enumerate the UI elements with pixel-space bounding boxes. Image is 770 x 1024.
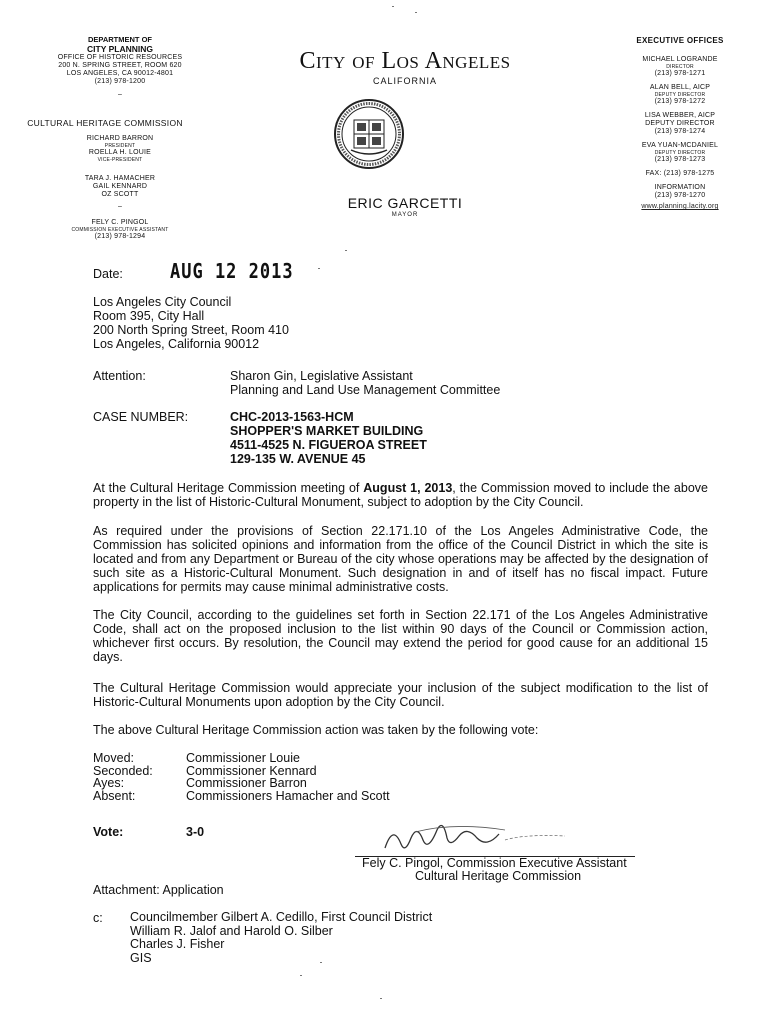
attention-line: Planning and Land Use Management Committee [230,383,501,397]
executive-offices-block [615,36,745,211]
vote-total-value: 3-0 [186,825,205,839]
paragraph-provisions: As required under the provisions of Section 22.171.10 of the Los Angeles Administrative Code, the Commission has solicited opinions and information from the office of the Council District in which the site is located and from any Department or Bureau of the city whose operations may be affected by the designation of such site as a Historic-Cultural Monument. Such designation in and of itself has no fiscal impact. Future applications for permits may cause minimal administrative costs. [93,524,708,594]
paragraph-vote-intro: The above Cultural Heritage Commission action was taken by the following vote: [93,723,539,737]
vote-label: Seconded: [93,763,153,778]
vote-label: Ayes: [93,776,125,790]
member-name: TARA J. HAMACHER [84,175,156,182]
recipient-line: Los Angeles, California 90012 [93,337,260,351]
attachment-note: Attachment: Application [93,883,224,897]
vote-label: Absent: [93,788,136,803]
executive-offices-title: EXECUTIVE OFFICES [636,36,724,45]
paragraph-guidelines: The City Council, according to the guidelines set forth in Section 22.171 of the Los Angeles Administrative Code, shall act on the proposed inclusion to the list within 90 days of the Council or Commission action, whichever first occurs. By resolution, the Council may extend the period for good cause for an additional 15 days. [93,608,708,664]
scan-speck [320,962,322,963]
vote-value: Commissioner Barron [186,776,307,790]
department-block [40,35,200,99]
website-link[interactable]: www.planning.lacity.org [641,203,719,210]
information-label: INFORMATION [654,184,706,191]
paragraph-text: , the Commission moved to include the above property in the list of Historic-Cultural Monument, subject to adoption by the City Council. [93,481,708,509]
vote-total-label: Vote: [93,825,124,839]
recipient-line: Los Angeles City Council [93,295,232,309]
assistant-role: COMMISSION EXECUTIVE ASSISTANT [71,227,169,233]
cc-recipient: Charles J. Fisher [130,937,225,951]
scan-speck [415,12,417,13]
staff-name: MICHAEL LOGRANDE [642,56,718,63]
member-name: OZ SCOTT [101,191,139,198]
mayor-name: ERIC GARCETTI [347,195,463,211]
paragraph-text: At the Cultural Heritage Commission meeting of [93,481,364,495]
staff-role: DEPUTY DIRECTOR [645,120,715,127]
member-name: RICHARD BARRON [86,135,154,142]
vote-value: Commissioner Louie [186,751,300,765]
signer-organization: Cultural Heritage Commission [415,869,582,883]
cc-label: c: [93,911,103,925]
staff-role: DEPUTY DIRECTOR [654,92,706,98]
recipient-line: Room 395, City Hall [93,309,205,323]
assistant-phone: (213) 978-1294 [94,233,146,240]
scan-speck [392,6,394,7]
scan-speck [380,998,382,999]
staff-name: ALAN BELL, AICP [649,84,711,91]
staff-phone: (213) 978-1271 [654,70,706,77]
assistant-name: FELY C. PINGOL [91,219,149,226]
paragraph-meeting [93,481,708,509]
office-line-4: (213) 978-1200 [94,78,146,85]
member-name: GAIL KENNARD [92,183,148,190]
meeting-date: August 1, 2013 [363,481,453,495]
case-address-line: 129-135 W. AVENUE 45 [230,452,366,466]
department-line-2: CITY PLANNING [87,44,153,54]
cc-list [130,911,432,965]
mayor-title: MAYOR [391,212,419,218]
staff-role: DEPUTY DIRECTOR [654,150,706,156]
case-block [230,410,427,466]
case-number-label: CASE NUMBER: [93,410,189,424]
case-address-line: 4511-4525 N. FIGUEROA STREET [230,438,427,452]
vote-value: Commissioners Hamacher and Scott [186,788,390,803]
date-stamp: AUG 12 2013 [170,260,294,284]
office-line-3: LOS ANGELES, CA 90012-4801 [66,70,174,77]
signer-name: Fely C. Pingol, Commission Executive Assistant [362,856,627,870]
attention-block [230,369,500,397]
attention-line: Sharon Gin, Legislative Assistant [230,369,413,383]
recipient-address [93,295,289,351]
vote-label: Moved: [93,751,134,765]
paragraph-appreciation: The Cultural Heritage Commission would appreciate your inclusion of the subject modification to the list of Historic-Cultural Monuments upon adoption by the City Council. [93,681,708,709]
staff-role: DIRECTOR [666,64,694,70]
separator-dash: – [117,91,123,98]
department-line-1: DEPARTMENT OF [87,35,153,44]
handwritten-signature [355,818,585,858]
scan-speck [345,250,347,251]
staff-phone: (213) 978-1272 [654,98,706,105]
cc-recipient: Councilmember Gilbert A. Cedillo, First Council District [130,910,433,924]
staff-name: LISA WEBBER, AICP [644,112,716,119]
case-building-name: SHOPPER'S MARKET BUILDING [230,424,424,438]
office-line-1: OFFICE OF HISTORIC RESOURCES [57,54,183,61]
cc-recipient: GIS [130,950,152,965]
city-seal-icon [333,98,405,170]
commission-title: CULTURAL HERITAGE COMMISSION [27,118,183,128]
recipient-line: 200 North Spring Street, Room 410 [93,323,289,337]
staff-name: EVA YUAN-MCDANIEL [641,142,719,149]
case-number: CHC-2013-1563-HCM [230,410,354,424]
vote-value: Commissioner Kennard [186,763,317,778]
fax-number: FAX: (213) 978-1275 [645,170,715,177]
cc-recipient: William R. Jalof and Harold O. Silber [130,923,333,938]
member-name: ROELLA H. LOUIE [88,149,152,156]
office-line-2: 200 N. SPRING STREET, ROOM 620 [58,62,182,69]
commission-members [40,135,200,241]
city-title: City of Los Angeles [299,48,511,74]
state-label: CALIFORNIA [372,76,437,86]
staff-phone: (213) 978-1274 [654,128,706,135]
staff-phone: (213) 978-1273 [654,156,706,163]
member-role: PRESIDENT [104,143,136,149]
scan-speck [318,268,320,269]
separator-dash: – [117,203,123,210]
date-label: Date: [93,267,123,281]
attention-label: Attention: [93,369,146,383]
information-phone: (213) 978-1270 [654,192,706,199]
scan-speck [300,975,302,976]
member-role: VICE-PRESIDENT [97,157,143,163]
